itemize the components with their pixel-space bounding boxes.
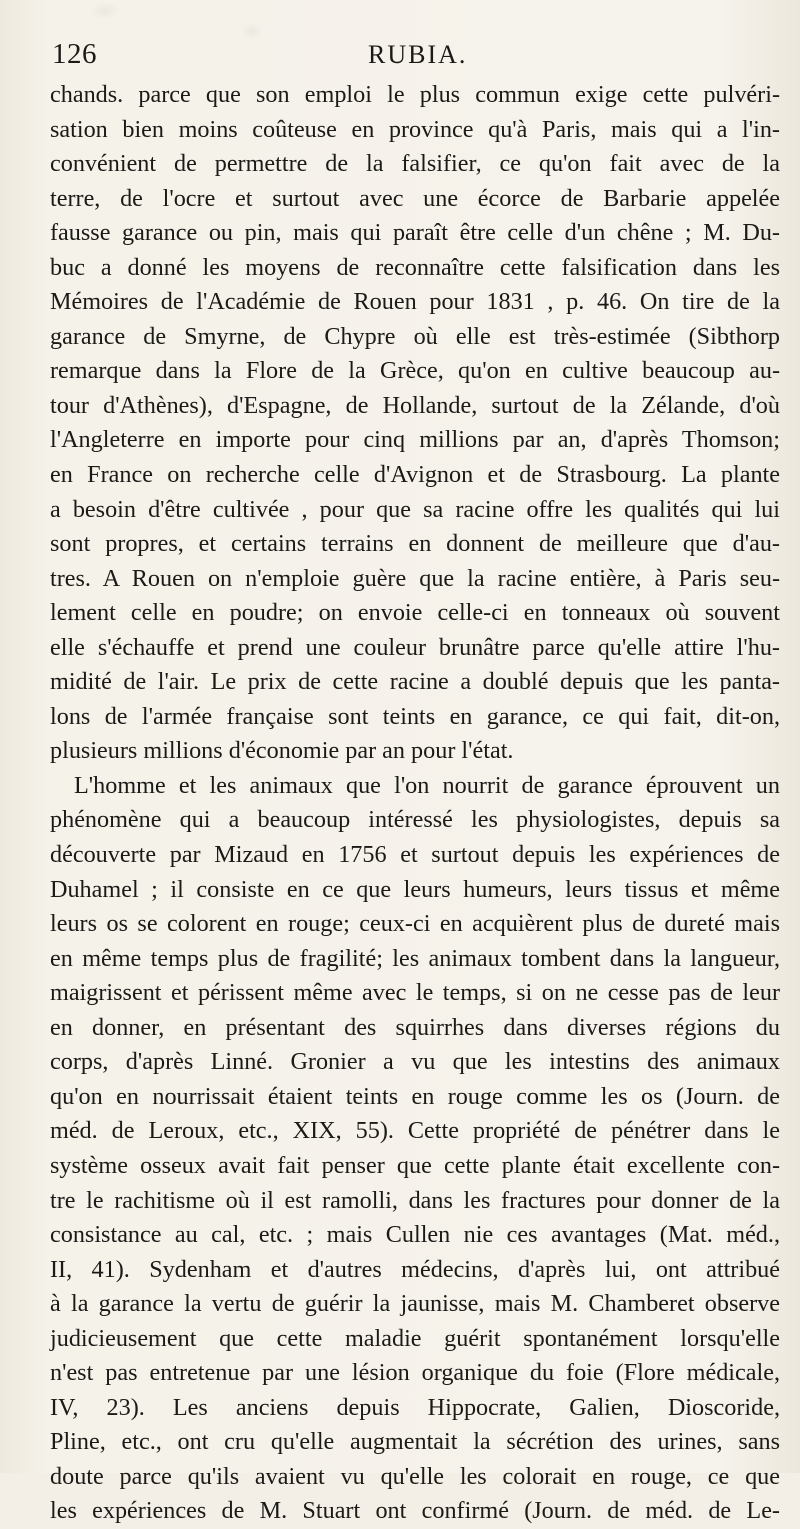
text-line: doute parce qu'ils avaient vu qu'elle les colorait en rouge, ce que [50, 1462, 780, 1490]
text-line: garance de Smyrne, de Chypre où elle est très-estimée (Sibthorp [50, 322, 780, 350]
text-line: lement celle en poudre; on envoie celle-ci en tonneaux où souvent [50, 599, 780, 627]
text-line: qu'on en nourrissait étaient teints en rouge comme les os (Journ. de [50, 1082, 780, 1110]
text-line: fausse garance ou pin, mais qui paraît être celle d'un chêne ; M. Du- [50, 219, 780, 247]
text-line: corps, d'après Linné. Gronier a vu que les intestins des animaux [50, 1048, 780, 1076]
text-line: n'est pas entretenue par une lésion organique du foie (Flore médicale, [50, 1359, 780, 1387]
text-line: terre, de l'ocre et surtout avec une écorce de Barbarie appelée [50, 184, 780, 212]
text-line: Duhamel ; il consiste en ce que leurs humeurs, leurs tissus et même [50, 875, 780, 903]
text-line: tour d'Athènes), d'Espagne, de Hollande, surtout de la Zélande, d'où [50, 391, 780, 419]
text-line: tres. A Rouen on n'emploie guère que la racine entière, à Paris seu- [50, 564, 780, 592]
page-header [50, 38, 772, 78]
text-line: en donner, en présentant des squirrhes dans diverses régions du [50, 1013, 780, 1041]
text-line: leurs os se colorent en rouge; ceux-ci en acquièrent plus de dureté mais [50, 910, 780, 938]
text-line: à la garance la vertu de guérir la jaunisse, mais M. Chamberet observe [50, 1290, 780, 1318]
text-line: L'homme et les animaux que l'on nourrit de garance éprouvent un [74, 771, 780, 799]
text-line: buc a donné les moyens de reconnaître cette falsification dans les [50, 253, 780, 281]
paper-stain [90, 2, 120, 20]
text-line: consistance au cal, etc. ; mais Cullen nie ces avantages (Mat. méd., [50, 1221, 780, 1249]
text-line: l'Angleterre en importe pour cinq millions par an, d'après Thomson; [50, 426, 780, 454]
body-text [50, 78, 780, 1529]
text-line: sont propres, et certains terrains en donnent de meilleure que d'au- [50, 530, 780, 558]
text-line: a besoin d'être cultivée , pour que sa racine offre les qualités qui lui [50, 495, 780, 523]
text-line: les expériences de M. Stuart ont confirmé (Journ. de méd. de Le- [50, 1497, 780, 1525]
page-number: 126 [52, 38, 97, 70]
text-line: IV, 23). Les anciens depuis Hippocrate, Galien, Dioscoride, [50, 1393, 780, 1421]
text-line: découverte par Mizaud en 1756 et surtout depuis les expériences de [50, 841, 780, 869]
text-line: Mémoires de l'Académie de Rouen pour 1831 , p. 46. On tire de la [50, 288, 780, 316]
text-line: convénient de permettre de la falsifier, ce qu'on fait avec de la [50, 150, 780, 178]
text-line: maigrissent et périssent même avec le temps, si on ne cesse pas de leur [50, 979, 780, 1007]
text-line: chands. parce que son emploi le plus commun exige cette pulvéri- [50, 81, 780, 108]
text-line: judicieusement que cette maladie guérit spontanément lorsqu'elle [50, 1324, 780, 1352]
text-line: méd. de Leroux, etc., XIX, 55). Cette propriété de pénétrer dans le [50, 1117, 780, 1145]
text-line: tre le rachitisme où il est ramolli, dans les fractures pour donner de la [50, 1186, 780, 1214]
text-line: II, 41). Sydenham et d'autres médecins, d'après lui, ont attribué [50, 1255, 780, 1283]
text-line: en même temps plus de fragilité; les animaux tombent dans la langueur, [50, 944, 780, 972]
text-line: système osseux avait fait penser que cette plante était excellente con- [50, 1151, 780, 1179]
text-line: Pline, etc., ont cru qu'elle augmentait la sécrétion des urines, sans [50, 1428, 780, 1456]
text-line: lons de l'armée française sont teints en garance, ce qui fait, dit-on, [50, 702, 780, 730]
text-line: remarque dans la Flore de la Grèce, qu'on en cultive beaucoup au- [50, 357, 780, 385]
text-line: phénomène qui a beaucoup intéressé les physiologistes, depuis sa [50, 806, 780, 834]
text-line: plusieurs millions d'économie par an pour l'état. [50, 737, 514, 765]
text-line: sation bien moins coûteuse en province qu'à Paris, mais qui a l'in- [50, 115, 780, 143]
running-head: RUBIA. [368, 40, 468, 69]
text-line: midité de l'air. Le prix de cette racine a doublé depuis que les panta- [50, 668, 780, 696]
text-line: en France on recherche celle d'Avignon et de Strasbourg. La plante [50, 461, 780, 489]
text-line: elle s'échauffe et prend une couleur brunâtre parce qu'elle attire l'hu- [50, 633, 780, 661]
